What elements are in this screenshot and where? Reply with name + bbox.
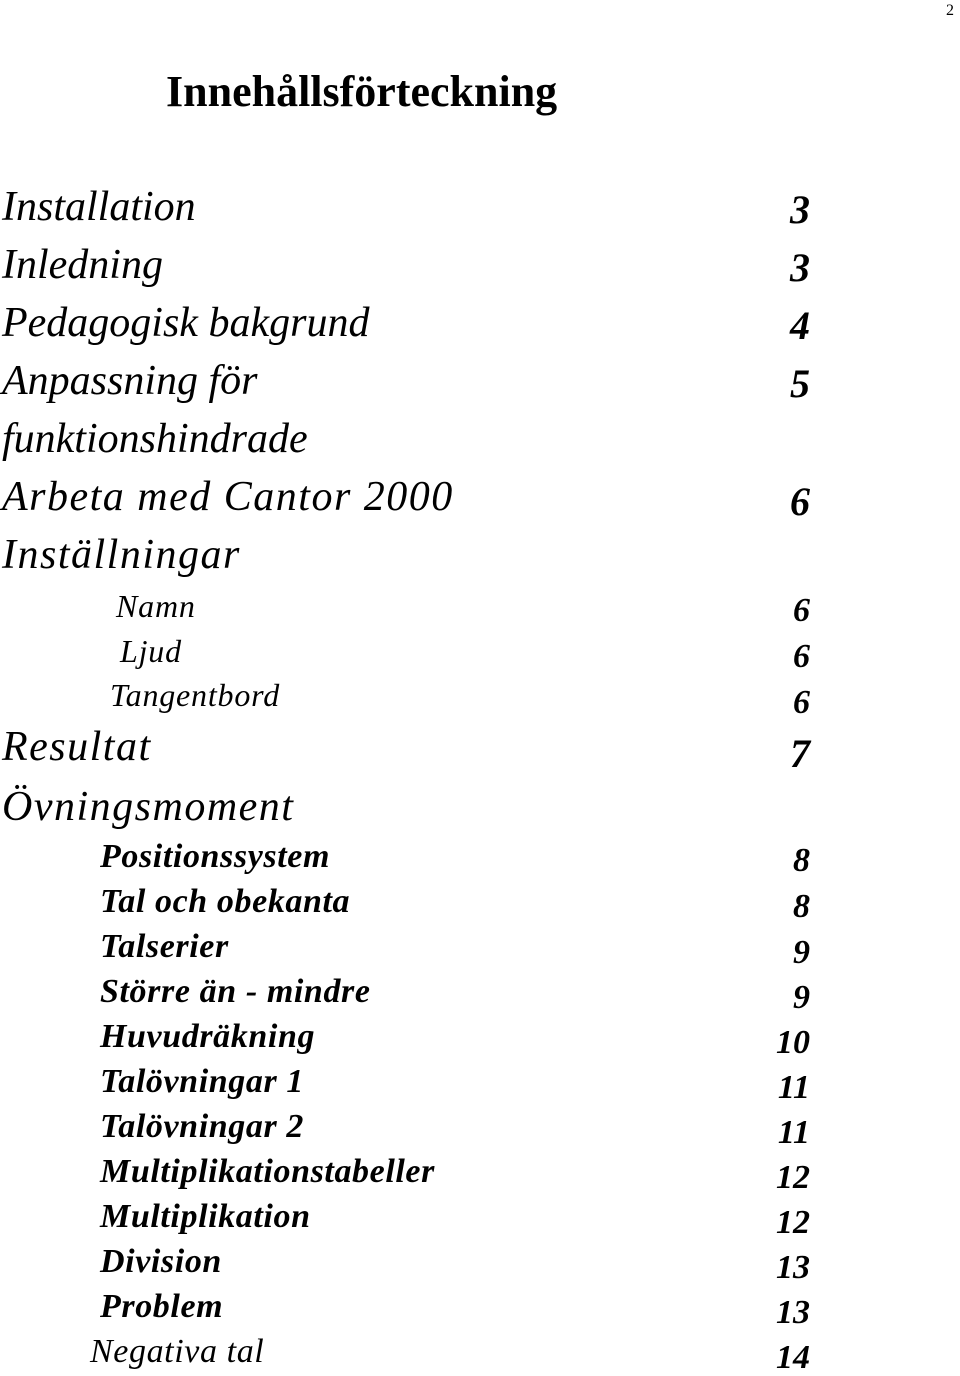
- toc-entry-positionssystem[interactable]: Positionssystem: [100, 838, 331, 875]
- toc-entry-talovningar-2[interactable]: Talövningar 2: [100, 1108, 304, 1145]
- toc-page-storre-an-mindre: 9: [793, 979, 810, 1016]
- toc-page-inledning: 3: [790, 245, 810, 290]
- toc-page-installation: 3: [790, 187, 810, 232]
- toc-entry-multiplikation[interactable]: Multiplikation: [100, 1198, 311, 1235]
- toc-entry-talovningar-1[interactable]: Talövningar 1: [100, 1063, 304, 1100]
- toc-page-talovningar-1: 11: [777, 1069, 810, 1106]
- toc-entry-huvudrakning[interactable]: Huvudräkning: [100, 1018, 316, 1055]
- page-number: 2: [946, 2, 954, 19]
- toc-entry-resultat[interactable]: Resultat: [2, 724, 152, 770]
- toc-page-division: 13: [776, 1249, 810, 1286]
- toc-page-talovningar-2: 11: [777, 1114, 810, 1151]
- toc-entry-funktionshindrade[interactable]: funktionshindrade: [2, 416, 308, 462]
- toc-entry-ljud[interactable]: Ljud: [120, 633, 182, 669]
- toc-entry-multiplikationstabeller[interactable]: Multiplikationstabeller: [100, 1153, 435, 1190]
- toc-page-negativa-tal: 14: [776, 1339, 810, 1376]
- toc-entry-problem[interactable]: Problem: [100, 1288, 224, 1325]
- toc-page-huvudrakning: 10: [776, 1024, 810, 1061]
- toc-entry-namn[interactable]: Namn: [116, 588, 196, 624]
- page-title: Innehållsförteckning: [166, 67, 558, 116]
- toc-page-namn: 6: [793, 592, 810, 629]
- toc-entry-talserier[interactable]: Talserier: [100, 928, 229, 965]
- toc-page-arbeta-med-cantor: 6: [790, 479, 810, 524]
- toc-entry-anpassning[interactable]: Anpassning för: [2, 358, 258, 404]
- toc-entry-arbeta-med-cantor[interactable]: Arbeta med Cantor 2000: [2, 474, 454, 520]
- toc-page-multiplikation: 12: [776, 1204, 810, 1241]
- toc-entry-pedagogisk-bakgrund[interactable]: Pedagogisk bakgrund: [2, 300, 370, 346]
- toc-entry-inledning[interactable]: Inledning: [2, 242, 163, 288]
- toc-page-talserier: 9: [793, 934, 810, 971]
- toc-entry-tal-och-obekanta[interactable]: Tal och obekanta: [100, 883, 351, 920]
- toc-entry-installation[interactable]: Installation: [2, 184, 196, 230]
- toc-page-pedagogisk-bakgrund: 4: [790, 303, 810, 348]
- toc-page-multiplikationstabeller: 12: [776, 1159, 810, 1196]
- toc-entry-negativa-tal[interactable]: Negativa tal: [90, 1333, 265, 1370]
- toc-page-resultat: 7: [790, 731, 810, 776]
- toc-entry-installningar[interactable]: Inställningar: [2, 532, 241, 578]
- toc-page-tangentbord: 6: [793, 684, 810, 721]
- toc-entry-division[interactable]: Division: [100, 1243, 222, 1280]
- toc-entry-storre-an-mindre[interactable]: Större än - mindre: [100, 973, 371, 1010]
- toc-page-problem: 13: [776, 1294, 810, 1331]
- toc-page-anpassning: 5: [790, 361, 810, 406]
- toc-entry-ovningsmoment[interactable]: Övningsmoment: [2, 784, 295, 830]
- toc-entry-tangentbord[interactable]: Tangentbord: [110, 677, 281, 713]
- toc-page-ljud: 6: [793, 638, 810, 675]
- toc-page-positionssystem: 8: [793, 842, 810, 879]
- toc-page-tal-och-obekanta: 8: [793, 888, 810, 925]
